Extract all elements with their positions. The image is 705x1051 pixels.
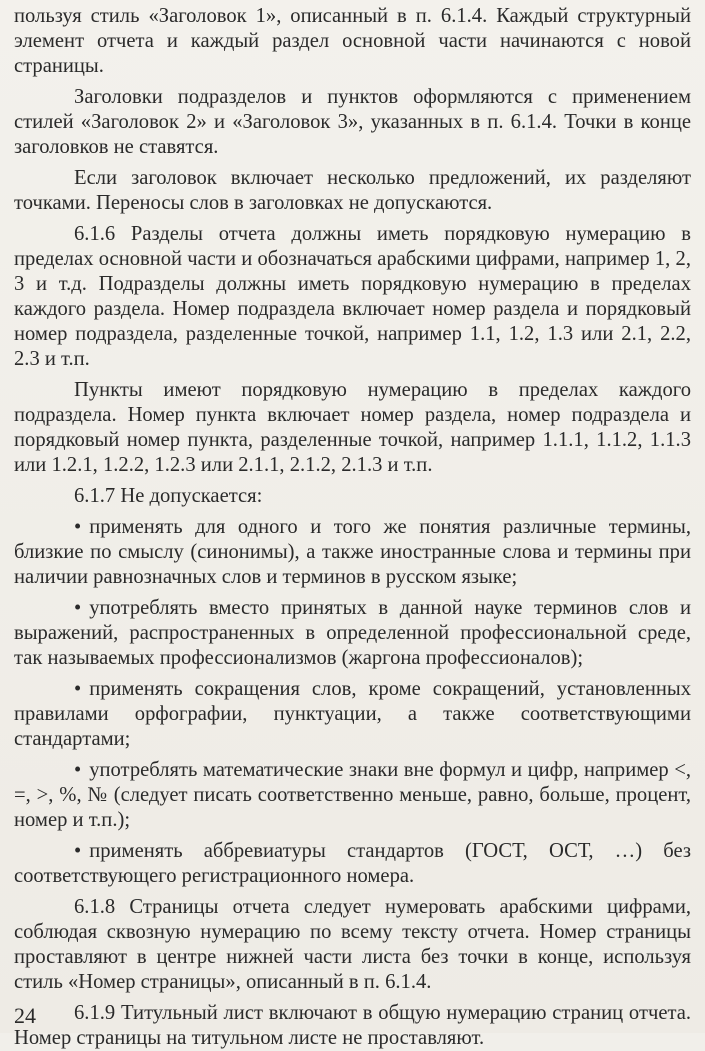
paragraph-items-numbering: Пункты имеют порядковую нумерацию в пределах каждого подраздела. Номер пункта включает номер раздела, номер подраздела и порядковый номер пункта, разделенные точкой, например 1.1.1, 1.1.2, 1.1.3 или 1.2.1, 1.2.2, 1.2.3 или 2.1.1, 2.1.2, 2.1.3 и т.п. [14,379,691,476]
bullet-item-abbreviations [14,677,691,752]
bullet-icon: • [74,516,82,538]
bullet-text: применять сокращения слов, кроме сокращений, установленных правилами орфографии, пунктуации, а также соответствующими стандартами; [14,678,691,750]
bullet-item-standards [14,839,691,889]
bullet-text: применять аббревиатуры стандартов (ГОСТ, ОСТ, …) без соответствующего регистрационного номера. [14,840,691,887]
paragraph-section-6-1-8: 6.1.8 Страницы отчета следует нумеровать арабскими цифрами, соблюдая сквозную нумерацию по всему тексту отчета. Номер страницы проставляют в центре нижней части листа без точки в конце, используя стиль «Номер страницы», описанный в п. 6.1.4. [14,896,691,993]
paragraph-heading-sentences: Если заголовок включает несколько предложений, их разделяют точками. Переносы слов в заголовках не допускаются. [14,167,691,214]
bullet-icon: • [74,840,82,862]
bullet-item-math-signs [14,758,691,833]
bullet-item-jargon [14,596,691,671]
page-number: 24 [14,1003,36,1028]
bullet-text: употреблять вместо принятых в данной науке терминов слов и выражений, распространенных в определенной профессиональной среде, так называемых профессионализмов (жаргона профессионалов); [14,597,691,669]
paragraph-section-6-1-9: 6.1.9 Титульный лист включают в общую нумерацию страниц отчета. Номер страницы на титульном листе не проставляют. [14,1002,691,1049]
bullet-icon: • [74,597,82,619]
bullet-icon: • [74,759,82,781]
paragraph-section-6-1-6: 6.1.6 Разделы отчета должны иметь порядковую нумерацию в пределах основной части и обозначаться арабскими цифрами, например 1, 2, 3 и т.д. Подразделы должны иметь порядковую нумерацию в пределах каждого раздела. Номер подраздела включает номер раздела и порядковый номер подраздела, разделенные точкой, например 1.1, 1.2, 1.3 или 2.1, 2.2, 2.3 и т.п. [14,223,691,370]
bullet-text: употреблять математические знаки вне формул и цифр, например <, =, >, %, № (следует писать соответственно меньше, равно, больше, процент, номер и т.п.); [14,759,691,831]
bullet-icon: • [74,678,82,700]
bullet-text: применять для одного и того же понятия различные термины, близкие по смыслу (синонимы), а также иностранные слова и термины при наличии равнозначных слов и терминов в русском языке; [14,516,691,588]
paragraph-continuation: пользуя стиль «Заголовок 1», описанный в п. 6.1.4. Каждый структурный элемент отчета и каждый раздел основной части начинаются с новой страницы. [14,5,691,77]
paragraph-section-6-1-7: 6.1.7 Не допускается: [74,485,263,507]
bullet-item-synonyms [14,515,691,590]
paragraph-subheadings-style: Заголовки подразделов и пунктов оформляются с применением стилей «Заголовок 2» и «Заголовок 3», указанных в п. 6.1.4. Точки в конце заголовков не ставятся. [14,86,691,158]
